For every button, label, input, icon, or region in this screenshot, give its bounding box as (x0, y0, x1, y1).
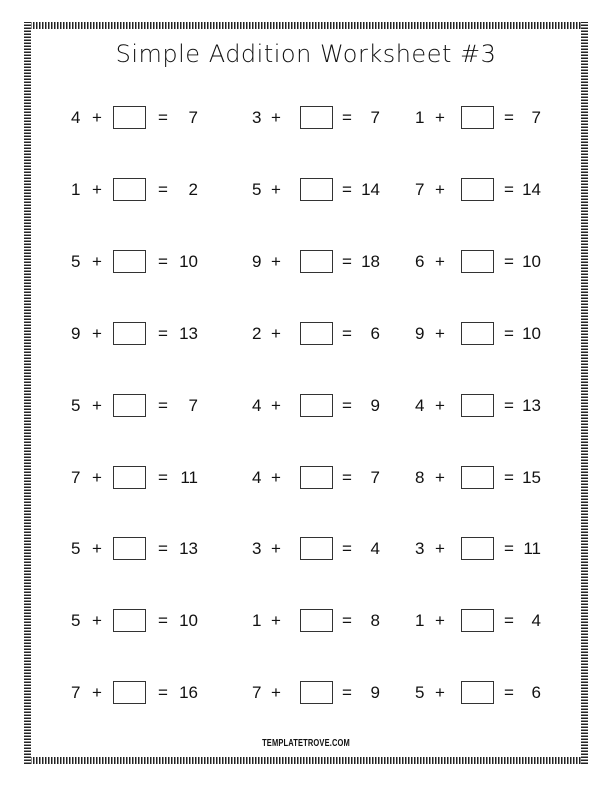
addend: 7 (71, 683, 81, 703)
equals-sign: = (158, 251, 168, 271)
plus-sign: + (92, 251, 102, 271)
addend: 8 (415, 467, 425, 487)
equals-sign: = (342, 251, 352, 271)
sum: 10 (522, 323, 541, 343)
sum: 15 (522, 467, 541, 487)
addend: 3 (252, 108, 262, 127)
equals-sign: = (158, 323, 168, 343)
plus-sign: + (271, 683, 281, 703)
sum: 10 (179, 251, 198, 271)
sum: 7 (188, 108, 198, 127)
sum: 6 (531, 683, 541, 703)
sum: 18 (361, 251, 380, 271)
sum: 8 (370, 611, 380, 631)
plus-sign: + (271, 323, 281, 343)
equals-sign: = (158, 395, 168, 415)
sum: 10 (179, 611, 198, 631)
addend: 4 (252, 467, 262, 487)
addition-problem (0, 178, 612, 202)
sum: 13 (522, 395, 541, 415)
plus-sign: + (435, 395, 445, 415)
addend: 1 (71, 179, 81, 199)
equals-sign: = (342, 683, 352, 703)
border-bottom (24, 757, 588, 764)
addition-problem (0, 466, 612, 490)
addend: 5 (252, 179, 262, 199)
addend: 3 (415, 539, 425, 559)
addition-problem (0, 250, 612, 274)
sum: 10 (522, 251, 541, 271)
sum: 7 (188, 395, 198, 415)
plus-sign: + (92, 323, 102, 343)
plus-sign: + (435, 108, 445, 127)
addend: 9 (415, 323, 425, 343)
equals-sign: = (342, 539, 352, 559)
sum: 14 (361, 179, 380, 199)
addend: 5 (71, 251, 81, 271)
sum: 7 (370, 108, 380, 127)
plus-sign: + (435, 539, 445, 559)
answer-box[interactable] (461, 681, 494, 704)
answer-box[interactable] (461, 250, 494, 273)
plus-sign: + (92, 179, 102, 199)
addend: 9 (252, 251, 262, 271)
answer-box[interactable] (461, 609, 494, 632)
equals-sign: = (158, 108, 168, 127)
sum: 9 (370, 395, 380, 415)
equals-sign: = (504, 395, 514, 415)
sum: 16 (179, 683, 198, 703)
equals-sign: = (158, 683, 168, 703)
addend: 5 (71, 611, 81, 631)
worksheet-title: Simple Addition Worksheet #3 (115, 40, 497, 68)
addition-problem (0, 609, 612, 633)
answer-box[interactable] (461, 394, 494, 417)
plus-sign: + (271, 539, 281, 559)
addend: 1 (415, 611, 425, 631)
equals-sign: = (342, 611, 352, 631)
plus-sign: + (435, 467, 445, 487)
plus-sign: + (435, 179, 445, 199)
plus-sign: + (92, 683, 102, 703)
plus-sign: + (435, 683, 445, 703)
addend: 6 (415, 251, 425, 271)
addend: 1 (252, 611, 262, 631)
plus-sign: + (271, 108, 281, 127)
equals-sign: = (504, 611, 514, 631)
footer-watermark: TEMPLATETROVE.COM (262, 738, 350, 749)
sum: 7 (531, 108, 541, 127)
equals-sign: = (504, 251, 514, 271)
equals-sign: = (158, 539, 168, 559)
answer-box[interactable] (461, 322, 494, 345)
addend: 7 (252, 683, 262, 703)
plus-sign: + (271, 179, 281, 199)
sum: 13 (179, 323, 198, 343)
equals-sign: = (504, 467, 514, 487)
plus-sign: + (92, 539, 102, 559)
addition-problem (0, 322, 612, 346)
addend: 7 (71, 467, 81, 487)
equals-sign: = (158, 179, 168, 199)
plus-sign: + (435, 611, 445, 631)
addend: 5 (71, 539, 81, 559)
addend: 5 (415, 683, 425, 703)
answer-box[interactable] (461, 106, 494, 129)
sum: 2 (188, 179, 198, 199)
plus-sign: + (92, 395, 102, 415)
equals-sign: = (504, 179, 514, 199)
plus-sign: + (271, 251, 281, 271)
addend: 7 (415, 179, 425, 199)
sum: 6 (370, 323, 380, 343)
addition-problem (0, 394, 612, 418)
addend: 9 (71, 323, 81, 343)
addend: 4 (415, 395, 425, 415)
sum: 11 (523, 539, 541, 559)
equals-sign: = (504, 323, 514, 343)
addend: 3 (252, 539, 262, 559)
sum: 4 (531, 611, 541, 631)
addend: 2 (252, 323, 262, 343)
plus-sign: + (435, 323, 445, 343)
plus-sign: + (92, 108, 102, 127)
addition-problem (0, 537, 612, 561)
answer-box[interactable] (461, 537, 494, 560)
sum: 9 (370, 683, 380, 703)
equals-sign: = (504, 539, 514, 559)
addend: 5 (71, 395, 81, 415)
sum: 14 (522, 179, 541, 199)
equals-sign: = (158, 611, 168, 631)
equals-sign: = (342, 395, 352, 415)
plus-sign: + (435, 251, 445, 271)
equals-sign: = (342, 323, 352, 343)
sum: 11 (180, 467, 198, 487)
plus-sign: + (271, 395, 281, 415)
addition-problem (0, 106, 612, 130)
plus-sign: + (271, 611, 281, 631)
equals-sign: = (504, 683, 514, 703)
plus-sign: + (92, 611, 102, 631)
equals-sign: = (504, 108, 514, 127)
sum: 7 (370, 467, 380, 487)
plus-sign: + (92, 467, 102, 487)
plus-sign: + (271, 467, 281, 487)
sum: 4 (370, 539, 380, 559)
addend: 1 (415, 108, 425, 127)
equals-sign: = (158, 467, 168, 487)
equals-sign: = (342, 467, 352, 487)
answer-box[interactable] (461, 466, 494, 489)
sum: 13 (179, 539, 198, 559)
addend: 4 (71, 108, 81, 127)
addition-problem (0, 681, 612, 705)
equals-sign: = (342, 108, 352, 127)
answer-box[interactable] (461, 178, 494, 201)
border-top (24, 22, 588, 29)
addend: 4 (252, 395, 262, 415)
equals-sign: = (342, 179, 352, 199)
